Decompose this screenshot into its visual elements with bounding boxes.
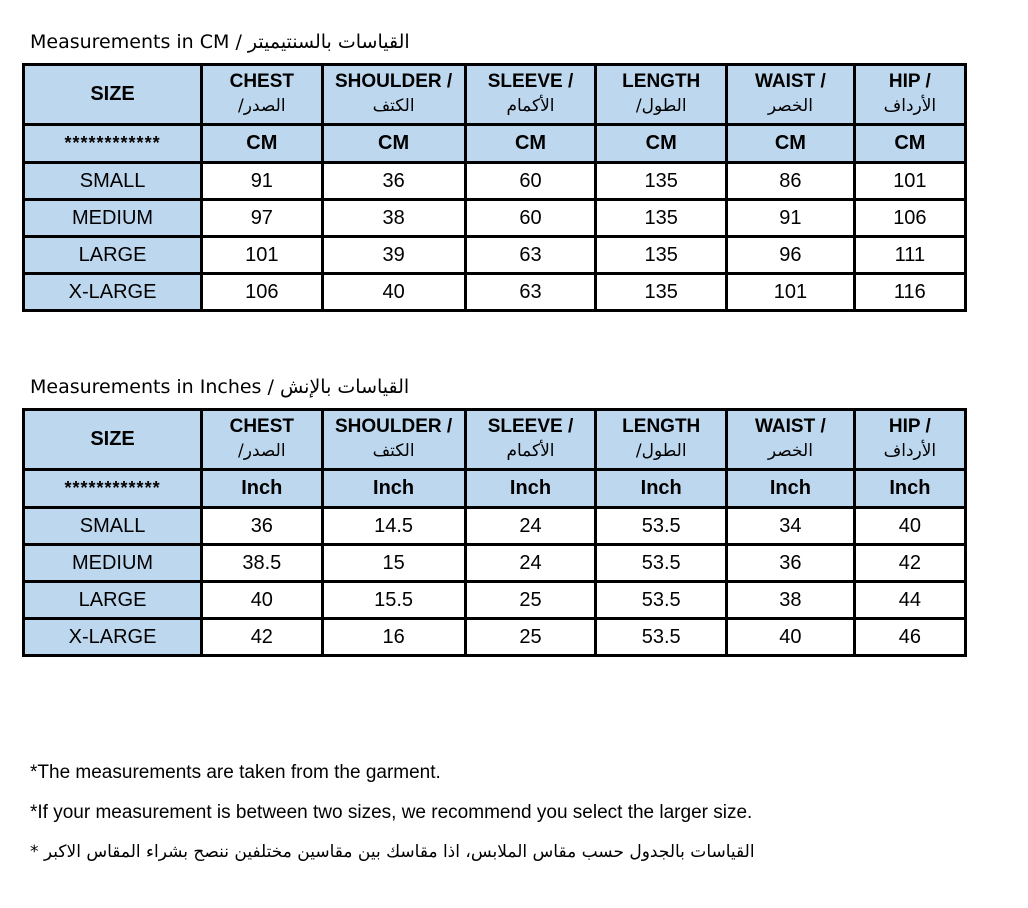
- size-label-cell: SMALL: [24, 508, 202, 545]
- table-cell: 24: [465, 508, 596, 545]
- table-cell: 36: [322, 163, 465, 200]
- table-cell: 101: [727, 274, 855, 311]
- table-cell: 135: [596, 274, 727, 311]
- unit-cell: Inch: [596, 470, 727, 508]
- size-label-cell: SMALL: [24, 163, 202, 200]
- table-row: [24, 508, 966, 545]
- unit-cell: ************: [24, 470, 202, 508]
- table-cell: 86: [727, 163, 855, 200]
- inch-size-table: [22, 408, 967, 657]
- table-cell: 97: [202, 200, 322, 237]
- inch-table-caption: [30, 375, 409, 399]
- cm-header-waist: WAIST / الخصر: [727, 65, 855, 125]
- cm-header-row: [24, 65, 966, 125]
- size-label-cell: X-LARGE: [24, 619, 202, 656]
- size-label-cell: X-LARGE: [24, 274, 202, 311]
- table-row: [24, 274, 966, 311]
- table-cell: 40: [727, 619, 855, 656]
- unit-cell: Inch: [727, 470, 855, 508]
- table-cell: 44: [854, 582, 965, 619]
- table-cell: 135: [596, 237, 727, 274]
- unit-cell: Inch: [322, 470, 465, 508]
- inch-caption-en: Measurements in Inches /: [30, 376, 280, 398]
- size-label-cell: MEDIUM: [24, 200, 202, 237]
- table-row: [24, 582, 966, 619]
- table-cell: 15: [322, 545, 465, 582]
- size-label-cell: LARGE: [24, 582, 202, 619]
- table-cell: 111: [854, 237, 965, 274]
- size-label-cell: MEDIUM: [24, 545, 202, 582]
- cm-header-size: SIZE: [24, 65, 202, 125]
- table-cell: 36: [727, 545, 855, 582]
- inch-header-row: [24, 410, 966, 470]
- cm-header-hip: HIP / الأرداف: [854, 65, 965, 125]
- table-cell: 106: [202, 274, 322, 311]
- cm-table-caption: [30, 30, 410, 54]
- inch-header-sleeve: SLEEVE / الأكمام: [465, 410, 596, 470]
- table-cell: 60: [465, 163, 596, 200]
- note-garment-measurements: *The measurements are taken from the garment.: [30, 762, 441, 783]
- inch-caption-ar: القياسات بالإنش: [279, 376, 410, 398]
- table-cell: 101: [202, 237, 322, 274]
- table-cell: 38.5: [202, 545, 322, 582]
- table-row: [24, 545, 966, 582]
- table-cell: 46: [854, 619, 965, 656]
- unit-cell: Inch: [465, 470, 596, 508]
- inch-header-hip: HIP / الأرداف: [854, 410, 965, 470]
- unit-cell: ************: [24, 125, 202, 163]
- unit-cell: Inch: [202, 470, 322, 508]
- table-cell: 53.5: [596, 508, 727, 545]
- table-cell: 36: [202, 508, 322, 545]
- table-row: [24, 237, 966, 274]
- table-cell: 91: [727, 200, 855, 237]
- note-between-sizes: *If your measurement is between two sizes, we recommend you select the larger size.: [30, 802, 753, 823]
- inch-header-shoulder: SHOULDER / الكتف: [322, 410, 465, 470]
- table-cell: 16: [322, 619, 465, 656]
- unit-cell: CM: [596, 125, 727, 163]
- table-row: [24, 200, 966, 237]
- table-row: [24, 619, 966, 656]
- table-cell: 40: [322, 274, 465, 311]
- table-cell: 116: [854, 274, 965, 311]
- table-cell: 60: [465, 200, 596, 237]
- inch-header-length: LENGTH الطول/: [596, 410, 727, 470]
- table-cell: 96: [727, 237, 855, 274]
- cm-caption-ar: القياسات بالسنتيميتر: [247, 31, 410, 53]
- table-cell: 25: [465, 582, 596, 619]
- cm-size-table: [22, 63, 967, 312]
- table-cell: 40: [202, 582, 322, 619]
- table-cell: 42: [854, 545, 965, 582]
- table-cell: 101: [854, 163, 965, 200]
- unit-cell: CM: [727, 125, 855, 163]
- note-arabic: القياسات بالجدول حسب مقاس الملابس، اذا مقاسك بين مقاسين مختلفين ننصح بشراء المقاس الاكبر *: [30, 842, 755, 862]
- table-cell: 106: [854, 200, 965, 237]
- table-cell: 53.5: [596, 545, 727, 582]
- cm-unit-row: [24, 125, 966, 163]
- table-cell: 53.5: [596, 619, 727, 656]
- table-cell: 63: [465, 237, 596, 274]
- inch-unit-row: [24, 470, 966, 508]
- table-cell: 42: [202, 619, 322, 656]
- table-cell: 39: [322, 237, 465, 274]
- table-row: [24, 163, 966, 200]
- table-cell: 15.5: [322, 582, 465, 619]
- table-cell: 135: [596, 200, 727, 237]
- inch-header-size: SIZE: [24, 410, 202, 470]
- table-cell: 40: [854, 508, 965, 545]
- cm-header-chest: CHEST الصدر/: [202, 65, 322, 125]
- table-cell: 91: [202, 163, 322, 200]
- cm-header-length: LENGTH الطول/: [596, 65, 727, 125]
- table-cell: 135: [596, 163, 727, 200]
- unit-cell: Inch: [854, 470, 965, 508]
- table-cell: 14.5: [322, 508, 465, 545]
- table-cell: 38: [727, 582, 855, 619]
- unit-cell: CM: [465, 125, 596, 163]
- cm-header-shoulder: SHOULDER / الكتف: [322, 65, 465, 125]
- inch-header-chest: CHEST الصدر/: [202, 410, 322, 470]
- inch-header-waist: WAIST / الخصر: [727, 410, 855, 470]
- table-cell: 53.5: [596, 582, 727, 619]
- cm-caption-en: Measurements in CM /: [30, 31, 248, 53]
- unit-cell: CM: [322, 125, 465, 163]
- unit-cell: CM: [854, 125, 965, 163]
- table-cell: 63: [465, 274, 596, 311]
- table-cell: 24: [465, 545, 596, 582]
- size-label-cell: LARGE: [24, 237, 202, 274]
- table-cell: 25: [465, 619, 596, 656]
- unit-cell: CM: [202, 125, 322, 163]
- cm-header-sleeve: SLEEVE / الأكمام: [465, 65, 596, 125]
- table-cell: 34: [727, 508, 855, 545]
- table-cell: 38: [322, 200, 465, 237]
